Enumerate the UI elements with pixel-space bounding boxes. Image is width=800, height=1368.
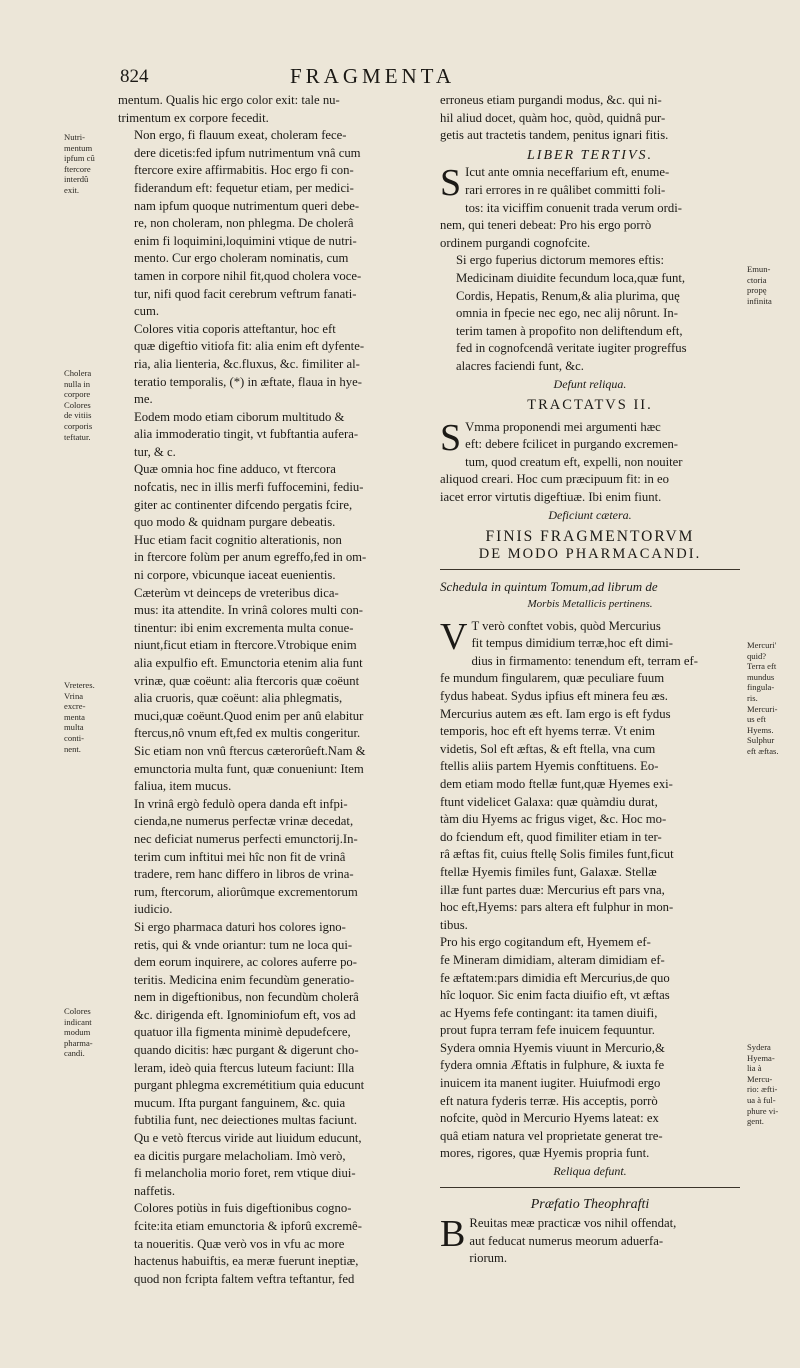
text-line: fed in cognofcendâ veritate iugiter progreffus: [456, 341, 687, 356]
margin-note-sydera: Sydera Hyema- lia à Mercu- rio: æfti- ua à ful- phure vi- gent.: [747, 1042, 779, 1127]
text-line: dere dicetis:fed ipfum nutrimentum vnâ cum: [134, 145, 361, 160]
praefatio-heading: Præfatio Theophrafti: [530, 1196, 650, 1212]
text-line: vrinæ, quæ coëunt: alia ftercoris quæ coëunt: [134, 673, 360, 688]
text-line: alia immoderatio tingit, vt fubftantia aufera-: [134, 427, 359, 442]
text-line: tur, & c.: [134, 444, 176, 459]
text-line: ac Hyems fefe contingant: ita tamen diuifi,: [440, 1005, 658, 1020]
text-line: hoc eft,Hyems: pars altera eft fulphur in mon-: [440, 900, 674, 915]
tractatus-heading: TRACTATVS II.: [527, 397, 653, 414]
tractatus-paragraph: [440, 416, 740, 507]
margin-note-mercurius: Mercuri' quid? Terra eft mundus fingula- ris. Mercuri- us eft Hyems. Sulphur eft æftas.: [747, 640, 779, 756]
text-line: Pro his ergo cogitandum eft, Hyemem ef-: [440, 935, 651, 950]
text-line: Mercurius autem æs eft. Iam ergo is eft fydus: [440, 706, 671, 721]
text-line: dem eorum inquirere, ac colores auferre po-: [134, 955, 357, 970]
text-line: Si ergo pharmaca daturi hos colores igno-: [134, 919, 346, 934]
text-line: erroneus etiam purgandi modus, &c. qui ni-: [440, 93, 662, 107]
text-line: Colores potiùs in fuis digeftionibus cogno-: [134, 1201, 352, 1216]
text-line: Reuitas meæ practicæ vos nihil offendat,: [469, 1216, 677, 1231]
margin-note-vreteres: Vreteres. Vrina excre- menta multa conti- nent.: [64, 680, 95, 754]
text-line: Medicinam diuidite fecundum loca,quæ funt,: [456, 270, 686, 285]
text-line: alia expulfio eft. Emunctoria etenim alia funt: [134, 656, 363, 670]
liber-tertius-paragraph: [440, 164, 740, 252]
text-line: faliua, item mucus.: [134, 779, 232, 794]
section-divider: [440, 1187, 740, 1188]
text-line: ria, alia lienteria, &c.fluxus, &c. fimiliter al-: [134, 356, 360, 371]
left-paragraph: [118, 796, 422, 919]
text-line: quâ etiam natura vel proprietate generat tre-: [440, 1128, 663, 1143]
text-line: videtis, Sol eft æftas, & eft ftella, vna cum: [440, 741, 656, 756]
text-line: nam ipfum quoque nutrimentum queri debe-: [134, 198, 360, 213]
left-paragraph: [118, 1200, 422, 1288]
left-paragraph: [118, 409, 422, 462]
text-line: teritis. Medicina enim fecundùm generatio-: [134, 972, 355, 987]
text-line: emunctoria multa funt, quæ conueniunt: Item: [134, 761, 364, 776]
text-line: quæ digeftio vitiofa fit: alia enim eft dyfente-: [134, 339, 365, 354]
text-line: Sydera omnia Hyemis viuunt in Mercurio,&: [440, 1040, 665, 1055]
text-line: getis aut tractetis tandem, penitus ignari fitis.: [440, 128, 669, 143]
text-line: muci,quæ coëunt.Quod enim per anû elabitur: [134, 708, 364, 723]
text-line: tum, quod creatum eft, expelli, non nouiter: [465, 454, 683, 469]
text-line: teratio temporalis, (*) in æftate, flaua in hye-: [134, 374, 362, 389]
text-line: enim fi loquimini,loquimini vtique de nutri-: [134, 233, 357, 248]
text-line: tamen in corpore nihil fit,quod cholera voce-: [134, 268, 362, 283]
text-line: mores, rigores, quæ Hyemis propria funt.: [440, 1146, 650, 1161]
text-line: ftercus,nô vnum eft,fed ex multis congeritur.: [134, 726, 361, 741]
page-number: 824: [120, 66, 149, 87]
text-line: Huc etiam facit cognitio alterationis, non: [134, 532, 342, 547]
right-column: [440, 92, 740, 1268]
left-paragraph: [118, 127, 422, 321]
text-line: riorum.: [469, 1251, 508, 1266]
text-line: in ftercore folùm per anum egreffo,fed in om-: [134, 550, 367, 565]
text-line: &c. dirigenda eft. Ignominiofum eft, vos ad: [134, 1007, 356, 1022]
text-line: fi melancholia morio foret, rem vtique diui-: [134, 1166, 356, 1181]
margin-note-emunctoria: Emun- ctoria propę infinita: [747, 264, 772, 306]
text-line: re, non choleram, non phlegma. De cholerâ: [134, 216, 354, 231]
text-line: T verò conftet vobis, quòd Mercurius: [471, 618, 661, 633]
text-line: tur, nifi quod facit cerebrum veftrum fanati-: [134, 286, 357, 301]
text-line: fe mundum fingularem, quæ peculiare fuum: [440, 671, 665, 686]
text-line: fit tempus dimidium terræ,hoc eft dimi-: [471, 636, 674, 651]
schedula-paragraph-2: [440, 934, 740, 1163]
text-line: tos: ita viciffim conuenit trada verum ordi-: [465, 200, 682, 215]
text-line: alacres faciendi funt, &c.: [456, 358, 584, 373]
text-line: iudicio.: [134, 902, 173, 917]
text-line: terim tamen à propofito non deliftendum eft,: [456, 323, 683, 338]
text-line: Quæ omnia hoc fine adduco, vt ftercora: [134, 462, 336, 477]
text-line: fiderandum eft: fequetur etiam, per medici-: [134, 180, 354, 195]
left-paragraph: [118, 321, 422, 409]
text-line: leram, ideò quia ftercus luteum faciunt: Illa: [134, 1060, 355, 1075]
text-line: fubtilia funt, nec deiectiones multas faciunt.: [134, 1113, 358, 1128]
right-intro-paragraph: [440, 92, 740, 145]
margin-note-colores: Colores indicant modum pharma- candi.: [64, 1006, 93, 1059]
left-column: [118, 92, 422, 1288]
text-line: me.: [134, 392, 153, 407]
running-head: FRAGMENTA: [290, 64, 455, 88]
text-line: tradere, rem hanc differo in libros de vrina-: [134, 867, 354, 882]
text-line: nec deficiat numerus perfecti emunctorij.In-: [134, 831, 358, 846]
text-line: ordinem purgandi cognofcite.: [440, 235, 591, 250]
text-line: dem etiam modo ftellæ funt,quæ Hyemes exi-: [440, 776, 673, 791]
drop-cap: S: [440, 416, 462, 459]
left-paragraph: [118, 585, 422, 796]
text-line: eft natura fyderis terræ. His acceptis, porrò: [440, 1093, 658, 1108]
margin-note-cholera: Cholera nulla in corpore Colores de vitiis corporis teftatur.: [64, 368, 93, 442]
praefatio-paragraph: [440, 1215, 740, 1268]
text-line: giter ac continenter difcendo pergatis fcire,: [134, 497, 353, 512]
text-line: rari errores in re quâlibet committi foli-: [465, 182, 666, 197]
schedula-title: Schedula in quintum Tomum,ad librum de: [440, 579, 658, 595]
text-line: mus: ita attendite. In vrinâ colores multi con-: [134, 603, 364, 618]
left-paragraph: [118, 92, 422, 127]
text-line: tinentur: ibi enim excrementa multa conue-: [134, 620, 354, 635]
text-line: retis, qui & vnde oriantur: tum ne loca qui-: [134, 937, 353, 952]
text-line: Cordis, Hepatis, Renum,& alia plurima, quę: [456, 288, 680, 303]
liber-tertius-paragraph-2: [440, 252, 740, 375]
text-line: nem, qui teneri debeat: Pro his ergo porrò: [440, 218, 652, 233]
text-line: nofcite, quòd in Mercurio Hyems lateat: ex: [440, 1111, 659, 1126]
text-line: ni corpore, vbicunque iaceat euenientis.: [134, 568, 336, 583]
text-line: ftercore exire affirmabitis. Hoc ergo fi con-: [134, 163, 354, 178]
section-divider: [440, 569, 740, 570]
text-line: Qu e vetò ftercus viride aut liuidum educunt,: [134, 1131, 362, 1146]
text-line: dius in firmamento: tenendum eft, terram ef-: [471, 653, 698, 668]
text-line: Eodem modo etiam ciborum multitudo &: [134, 409, 345, 424]
text-line: naffetis.: [134, 1183, 175, 1198]
page-header: [0, 66, 800, 94]
text-line: cienda,ne numerus perfectæ vrinæ decedat,: [134, 814, 354, 829]
text-line: nem in digeftionibus, non fecundùm cholerâ: [134, 990, 359, 1005]
text-line: omnia in fpecie nec ego, nec alij nôrunt. In-: [456, 306, 678, 321]
liber-tertius-heading: LIBER TERTIVS.: [527, 147, 653, 163]
text-line: fcite:ita etiam emunctoria & ipforû excremê-: [134, 1219, 362, 1233]
text-line: fydera omnia Æftatis in fulphure, & iuxta fe: [440, 1058, 665, 1073]
deficiunt-caetera-note: Deficiunt cætera.: [548, 507, 632, 522]
text-line: fe æftatem:pars dimidia eft Mercurius,de quo: [440, 970, 670, 985]
text-line: mento. Cur ergo choleram nominatis, cum: [134, 251, 349, 266]
text-line: mentum. Qualis hic ergo color exit: tale nu-: [118, 93, 340, 107]
text-line: tibus.: [440, 917, 468, 932]
text-line: hîc loquor. Sic enim facta diuifio eft, vt æftas: [440, 988, 670, 1003]
text-line: iacet error virtutis digeftiuæ. Ibi enim fiunt.: [440, 490, 662, 505]
text-line: In vrinâ ergò fedulò opera danda eft infpi-: [134, 796, 348, 811]
text-line: fydus habeat. Sydus ipfius eft minera feu æs.: [440, 689, 668, 703]
left-paragraph: [118, 461, 422, 531]
text-line: Vmma proponendi mei argumenti hæc: [465, 419, 661, 434]
text-line: fe Mineram dimidiam, alteram dimidiam ef-: [440, 952, 665, 967]
text-line: aliquod creari. Hoc cum præcipuum fit: in eo: [440, 472, 670, 487]
text-line: purgant phlegma excremétitium quia educunt: [134, 1078, 365, 1093]
text-line: eft: debere fcilicet in purgando excremen-: [465, 437, 679, 452]
text-line: terim cum inftitui mei hîc non fit de vrinâ: [134, 849, 346, 864]
text-line: illæ funt partes duæ: Mercurius eft pars vna,: [440, 882, 665, 897]
text-line: Sic etiam non vnû ftercus cæterorûeft.Nam &: [134, 743, 366, 758]
text-line: hil aliud docet, quàm hoc, quòd, quidnâ pur-: [440, 110, 666, 125]
reliqua-defunt-note: Reliqua defunt.: [553, 1164, 627, 1179]
drop-cap: S: [440, 162, 462, 205]
text-line: alia cruoris, quæ coëunt: alia phlegmatis,: [134, 691, 343, 706]
schedula-paragraph: [440, 615, 740, 935]
text-line: Si ergo fuperius dictorum memores eftis:: [456, 253, 665, 268]
text-line: Colores vitia coporis atteftantur, hoc eft: [134, 321, 336, 336]
text-line: quatuor illa figmenta minimè depudefcere,: [134, 1025, 351, 1040]
finis-heading-line-2: DE MODO PHARMACANDI.: [478, 545, 702, 562]
text-line: ftunt videlicet Galaxa: quæ quàmdiu durat,: [440, 794, 658, 809]
text-line: Cæterùm vt deinceps de vreteribus dica-: [134, 585, 339, 600]
text-line: inuicem ita manent iugiter. Huiufmodi ergo: [440, 1076, 661, 1091]
text-line: niunt,ficut etiam in ftercore.Vtrobique enim: [134, 638, 357, 653]
text-line: quando dicitis: hæc purgant & digerunt cho-: [134, 1043, 359, 1058]
text-line: mucum. Ifta purgant fanguinem, &c. quia: [134, 1095, 346, 1110]
text-line: ftellis aliis partem Hyemis conftituens. Eo-: [440, 759, 659, 774]
drop-cap: V: [440, 615, 468, 658]
text-line: nofcatis, nec in illis merfi fuffocemini, fediu-: [134, 480, 364, 495]
left-paragraph: [118, 919, 422, 1201]
text-line: tàm diu Hyems ac frigus viget, &c. Hoc mo-: [440, 812, 667, 827]
finis-heading-line-1: FINIS FRAGMENTORVM: [485, 528, 695, 546]
text-line: cum.: [134, 304, 160, 319]
text-line: quo modo & quidnam purgare debeatis.: [134, 515, 336, 530]
text-line: do fciendum eft, quod fimiliter etiam in ter-: [440, 829, 662, 844]
text-line: quod non fcripta faltem veftra teftantur, fed: [134, 1271, 355, 1286]
text-line: rum, ftercorum, aliorûmque excrementorum: [134, 884, 358, 899]
text-line: aut feducat numerus meorum aduerfa-: [469, 1233, 664, 1248]
defunt-reliqua-note: Defunt reliqua.: [553, 376, 627, 391]
drop-cap: B: [440, 1213, 466, 1256]
text-line: râ æftas fit, cuius ftellę Solis fimiles funt,ficut: [440, 847, 674, 862]
text-line: ftellæ Hyemis fimiles funt, Galaxæ. Stellæ: [440, 864, 657, 879]
left-paragraph: [118, 532, 422, 585]
schedula-subtitle: Morbis Metallicis pertinens.: [527, 598, 653, 611]
text-line: hactenus habuiftis, ea meræ fuerunt ineptiæ,: [134, 1254, 359, 1269]
text-line: ea dicitis purgare melacholiam. Imò verò,: [134, 1148, 346, 1163]
text-line: Non ergo, fi flauum exeat, choleram fece-: [134, 128, 347, 143]
text-line: Icut ante omnia neceffarium eft, enume-: [465, 165, 670, 180]
text-line: trimentum ex corpore fecedit.: [118, 110, 269, 125]
text-line: ta noueritis. Quæ verò vos in vfu ac more: [134, 1236, 345, 1251]
text-line: prout fupra terram fefe inuicem fequuntur.: [440, 1023, 655, 1038]
margin-note-nutrimentum: Nutri- mentum ipfum cû ftercore interdû exit.: [64, 132, 95, 195]
text-line: temporis, hoc eft eft hyems terræ. Vt enim: [440, 724, 656, 739]
